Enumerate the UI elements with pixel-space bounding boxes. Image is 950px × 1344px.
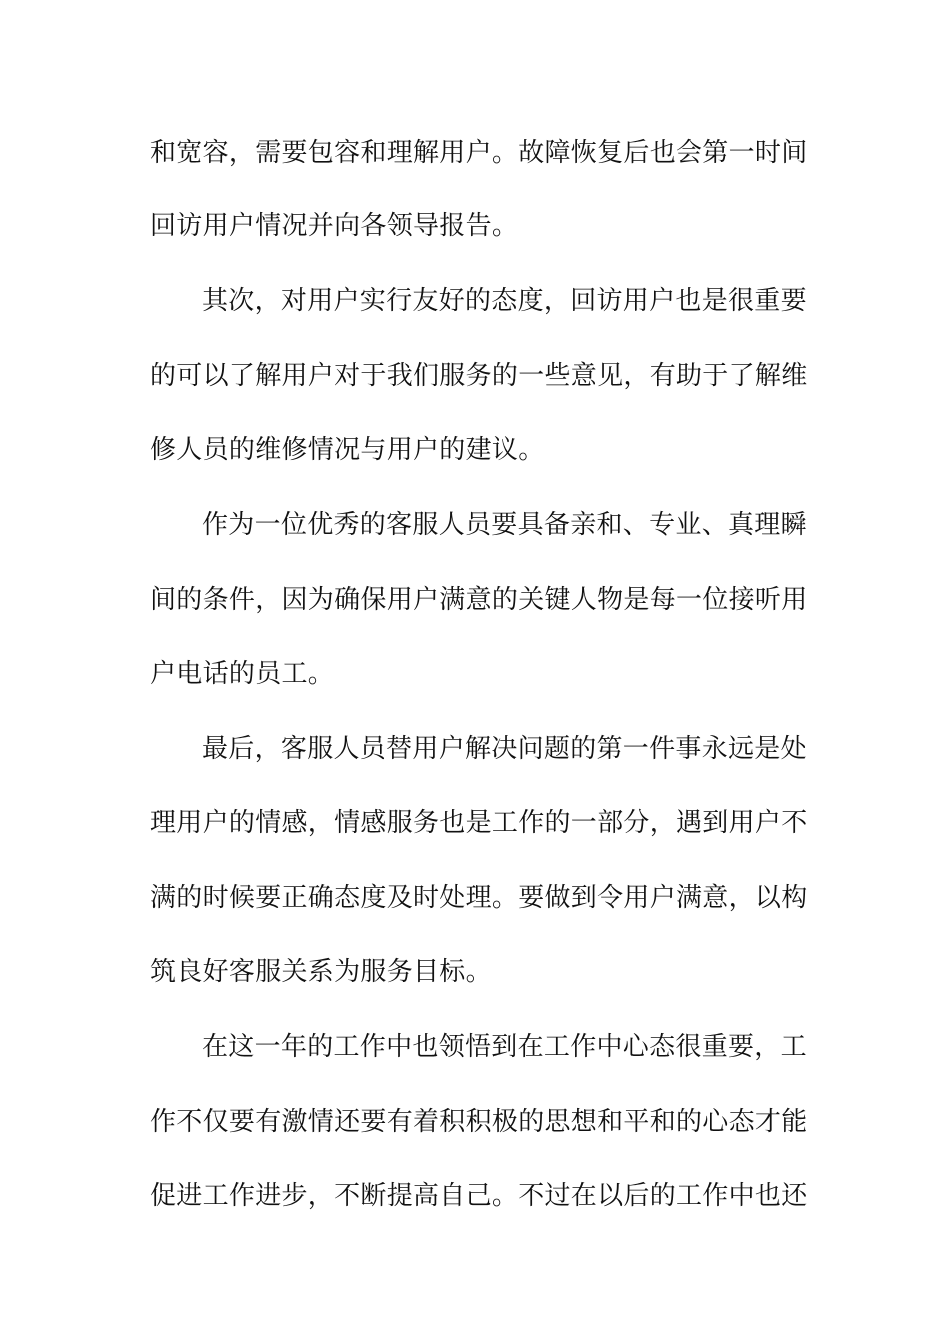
text-line: 和宽容，需要包容和理解用户。故障恢复后也会第一时间 [150,138,808,168]
text-line: 间的条件，因为确保用户满意的关键人物是每一位接听用 [150,585,808,615]
text-line: 促进工作进步，不断提高自己。不过在以后的工作中也还 [150,1181,808,1211]
text-line: 回访用户情况并向各领导报告。 [150,211,519,241]
text-line: 满的时候要正确态度及时处理。要做到令用户满意，以构 [150,883,808,913]
paragraph-first-line: 其次，对用户实行友好的态度，回访用户也是很重要 [202,286,807,316]
text-line: 筑良好客服关系为服务目标。 [150,957,492,987]
paragraph-first-line: 最后，客服人员替用户解决问题的第一件事永远是处 [202,734,807,764]
text-line: 作不仅要有激情还要有着积积极的思想和平和的心态才能 [150,1107,808,1137]
paragraph-first-line: 作为一位优秀的客服人员要具备亲和、专业、真理瞬 [202,510,807,540]
paragraph-first-line: 在这一年的工作中也领悟到在工作中心态很重要，工 [202,1032,807,1062]
text-line: 户电话的员工。 [150,659,335,689]
text-line: 理用户的情感，情感服务也是工作的一部分，遇到用户不 [150,808,808,838]
text-line: 修人员的维修情况与用户的建议。 [150,435,545,465]
text-line: 的可以了解用户对于我们服务的一些意见，有助于了解维 [150,361,808,391]
